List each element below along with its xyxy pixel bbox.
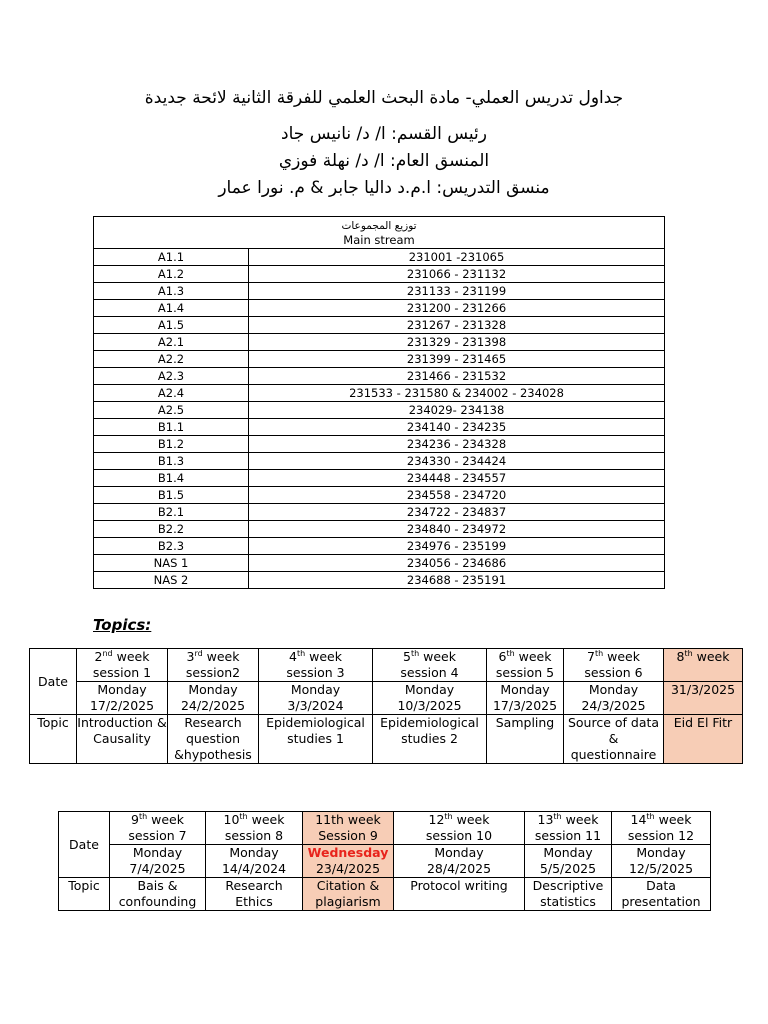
groups-table-row [94,266,665,283]
schedule-week-row [59,812,711,845]
group-name-cell: A2.1 [94,334,249,351]
groups-table-row [94,351,665,368]
date-value: 23/4/2025 [315,861,381,876]
day-label: Wednesday [307,845,389,860]
groups-table-row [94,334,665,351]
date-cell [487,682,564,715]
session-label: session 12 [627,828,695,843]
week-number: 7 [587,649,595,664]
week-word: week [561,812,599,827]
week-ordinal-suffix: th [138,811,148,821]
group-range-cell: 234236 - 234328 [249,436,665,453]
week-session-cell [303,812,394,845]
day-label: Monday [588,682,639,697]
groups-table-row [94,521,665,538]
day-label: Monday [97,682,147,697]
topic-value: Source of data & questionnaire [567,715,660,762]
topic-cell [564,715,664,764]
group-name-cell: NAS 1 [94,555,249,572]
schedule-topic-row [59,878,711,911]
group-range-cell: 231200 - 231266 [249,300,665,317]
day-label: Monday [434,845,484,860]
groups-table-row [94,317,665,334]
group-name-cell: A1.4 [94,300,249,317]
week-label [487,649,563,665]
group-name-cell: B2.3 [94,538,249,555]
groups-table-row [94,419,665,436]
topic-cell [612,878,711,911]
date-label: Date [30,649,77,715]
date-cell [259,682,373,715]
week-ordinal-suffix: th [296,648,306,658]
week-label [373,649,486,665]
week-session-cell [525,812,612,845]
document-title: جداول تدريس العملي- مادة البحث العلمي للفرقة الثانية لائحة جديدة [144,88,624,108]
week-label [664,649,742,665]
group-range-cell: 231329 - 231398 [249,334,665,351]
week-session-cell [394,812,525,845]
groups-table-row [94,300,665,317]
groups-table-row [94,436,665,453]
group-name-cell: B1.4 [94,470,249,487]
group-range-cell: 234140 - 234235 [249,419,665,436]
groups-table-row [94,538,665,555]
topic-value: Sampling [495,715,555,730]
day-label: Monday [500,682,550,697]
group-range-cell: 231133 - 231199 [249,283,665,300]
topic-cell [206,878,303,911]
group-name-cell: B2.1 [94,504,249,521]
week-ordinal-suffix: th [506,648,515,658]
week-session-cell [206,812,303,845]
week-number: 14 [630,812,647,827]
week-ordinal-suffix: th [684,648,693,658]
topic-cell [259,715,373,764]
week-ordinal-suffix: th [410,648,420,658]
week-number: 10 [223,812,240,827]
week-word: week [112,649,150,664]
week-label [110,812,205,828]
week-ordinal-suffix: th [646,811,655,821]
date-value: 28/4/2025 [426,861,492,876]
session-label: session 8 [224,828,284,843]
session-label: Session 9 [318,828,378,843]
topic-value: Epidemiological studies 1 [266,715,365,746]
topic-value: Descriptive statistics [532,878,604,909]
general-coordinator: المنسق العام: ا/ د/ نهلة فوزي [278,151,490,171]
topic-cell [373,715,487,764]
week-ordinal-suffix: nd [102,648,113,658]
group-range-cell: 234976 - 235199 [249,538,665,555]
group-range-cell: 231399 - 231465 [249,351,665,368]
topic-label: Topic [30,715,77,764]
topic-label: Topic [59,878,110,911]
week-label [303,812,393,828]
groups-table-header [94,217,665,249]
groups-table-row [94,385,665,402]
topic-value: Introduction & Causality [77,715,167,746]
week-number: 13 [537,812,554,827]
week-session-cell [612,812,711,845]
topic-value: Bais & confounding [118,878,197,909]
groups-heading-ar: توزيع المجموعات [341,219,417,232]
group-range-cell: 234029- 234138 [249,402,665,419]
groups-table-heading-cell [94,217,665,249]
date-cell [612,845,711,878]
session-label: session2 [185,665,241,680]
groups-heading-en: Main stream [343,232,415,247]
date-cell [110,845,206,878]
week-session-cell [77,649,168,682]
date-cell [77,682,168,715]
week-number: 8 [676,649,685,664]
date-value: 31/3/2025 [670,682,736,697]
topics-label: Topics: [93,616,152,634]
session-label: session 1 [92,665,152,680]
week-ordinal-suffix: th [444,811,453,821]
week-session-cell [487,649,564,682]
day-label: Monday [404,682,455,697]
schedule-table-2 [58,811,711,911]
group-name-cell: A1.3 [94,283,249,300]
groups-table-row [94,572,665,589]
week-label [206,812,302,828]
topic-cell [394,878,525,911]
week-label [525,812,611,828]
week-word: week [305,649,342,664]
schedule-table-1 [29,648,743,764]
group-range-cell: 234448 - 234557 [249,470,665,487]
week-label [564,649,663,665]
date-cell [564,682,664,715]
session-label: session 3 [286,665,345,680]
week-word: week [654,812,692,827]
week-ordinal-suffix: th [594,648,604,658]
session-label: session 7 [128,828,187,843]
date-cell [303,845,394,878]
topic-cell [110,878,206,911]
topic-value: Protocol writing [410,878,508,893]
session-label: session 10 [425,828,493,843]
topic-cell [77,715,168,764]
groups-table-row [94,487,665,504]
week-session-cell [564,649,664,682]
topic-value: Data presentation [621,878,701,909]
date-value: 5/5/2025 [539,861,597,876]
week-label [77,649,167,665]
group-name-cell: A2.5 [94,402,249,419]
group-name-cell: A1.5 [94,317,249,334]
groups-table-row [94,555,665,572]
schedule-date-row [59,845,711,878]
topic-cell [487,715,564,764]
day-label: Monday [636,845,686,860]
date-value: 10/3/2025 [397,698,462,713]
date-cell [394,845,525,878]
group-name-cell: B2.2 [94,521,249,538]
group-range-cell: 234722 - 234837 [249,504,665,521]
date-value: 24/2/2025 [180,698,246,713]
topic-cell [168,715,259,764]
week-session-cell [168,649,259,682]
session-label: session 4 [400,665,459,680]
group-range-cell: 234330 - 234424 [249,453,665,470]
group-name-cell: A1.1 [94,249,249,266]
week-session-cell [259,649,373,682]
group-name-cell: B1.5 [94,487,249,504]
day-label: Monday [132,845,183,860]
week-label [612,812,710,828]
group-range-cell: 231533 - 231580 & 234002 - 234028 [249,385,665,402]
session-label: session 5 [495,665,555,680]
group-name-cell: A1.2 [94,266,249,283]
group-name-cell: B1.1 [94,419,249,436]
date-value: 7/4/2025 [129,861,186,876]
week-word: week [419,649,456,664]
date-value: 14/4/2024 [221,861,287,876]
week-word: week [514,649,552,664]
week-word: week [202,649,240,664]
week-number: 4 [289,649,297,664]
date-cell [664,682,743,715]
topic-value: Epidemiological studies 2 [380,715,479,746]
date-cell [168,682,259,715]
groups-table-row [94,453,665,470]
group-name-cell: B1.2 [94,436,249,453]
group-name-cell: B1.3 [94,453,249,470]
date-label: Date [59,812,110,878]
day-label: Monday [188,682,238,697]
groups-table-row [94,283,665,300]
date-cell [525,845,612,878]
week-session-cell [373,649,487,682]
teaching-coordinator: منسق التدريس: ا.م.د داليا جابر & م. نورا عمار [218,178,550,198]
session-label: session 11 [534,828,602,843]
group-range-cell: 231001 -231065 [249,249,665,266]
schedule-week-row [30,649,743,682]
topic-value: Research question &hypothesis [174,715,252,762]
groups-table-row [94,470,665,487]
week-word: week [452,812,490,827]
week-label [168,649,258,665]
topic-value: Citation & plagiarism [315,878,381,909]
groups-table-row [94,402,665,419]
week-ordinal-suffix: th [239,811,248,821]
schedule-date-row [30,682,743,715]
topic-cell [664,715,743,764]
date-cell [373,682,487,715]
day-label: Monday [543,845,593,860]
week-word: week [147,812,184,827]
date-value: 17/2/2025 [89,698,155,713]
week-number: 6 [498,649,507,664]
week-number: 2 [94,649,103,664]
week-session-cell [664,649,743,682]
week-word: week [603,649,640,664]
week-session-cell [110,812,206,845]
group-range-cell: 234688 - 235191 [249,572,665,589]
group-range-cell: 231267 - 231328 [249,317,665,334]
group-range-cell: 231066 - 231132 [249,266,665,283]
week-number: 9 [131,812,139,827]
week-label [394,812,524,828]
group-name-cell: A2.3 [94,368,249,385]
group-name-cell: A2.4 [94,385,249,402]
date-value: 12/5/2025 [628,861,694,876]
group-range-cell: 231466 - 231532 [249,368,665,385]
day-label: Monday [229,845,279,860]
group-name-cell: A2.2 [94,351,249,368]
day-label: Monday [290,682,341,697]
topic-value: Eid El Fitr [673,715,733,730]
group-range-cell: 234558 - 234720 [249,487,665,504]
session-label: session 6 [584,665,643,680]
topic-cell [525,878,612,911]
date-value: 17/3/2025 [492,698,558,713]
groups-table-row [94,504,665,521]
week-number: 11th week [315,812,381,827]
date-value: 3/3/2024 [287,698,344,713]
group-range-cell: 234840 - 234972 [249,521,665,538]
week-number: 5 [403,649,411,664]
week-word: week [247,812,285,827]
date-value: 24/3/2025 [581,698,646,713]
schedule-topic-row [30,715,743,764]
date-cell [206,845,303,878]
week-number: 12 [428,812,445,827]
groups-table [93,216,665,589]
week-ordinal-suffix: th [553,811,562,821]
week-number: 3 [186,649,195,664]
groups-table-row [94,249,665,266]
week-ordinal-suffix: rd [194,648,203,658]
group-name-cell: NAS 2 [94,572,249,589]
head-of-department: رئيس القسم: ا/ د/ نانيس جاد [281,124,487,144]
topic-cell [303,878,394,911]
groups-table-row [94,368,665,385]
week-label [259,649,372,665]
week-word: week [692,649,730,664]
group-range-cell: 234056 - 234686 [249,555,665,572]
topic-value: Research Ethics [225,878,283,909]
